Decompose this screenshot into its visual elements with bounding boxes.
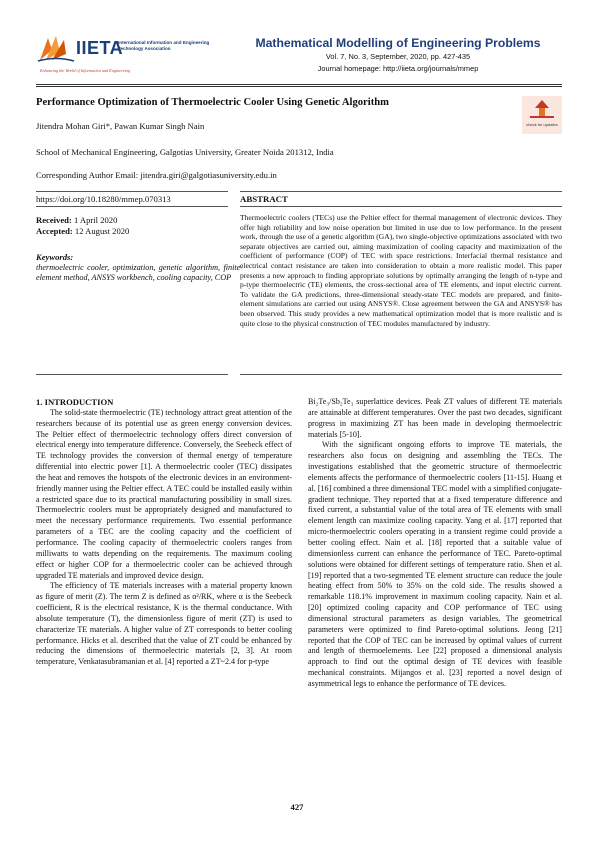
- received-label: Received:: [36, 215, 72, 225]
- author-list: Jitendra Mohan Giri*, Pawan Kumar Singh Nain: [36, 121, 205, 131]
- crossmark-icon: [522, 96, 562, 134]
- paragraph: The solid-state thermoelectric (TE) technology attract great attention of the researchers because of its potential use as green energy conversion devices. The Peltier effect of thermoelectric technology offers direct conversion of electrical energy into temperature difference. Conversely, the Seebeck effect of TE technology provides the conversion of thermal energy of temperature differential into electric power [1]. A thermoelectric cooler (TEC) dissipates the heat and removes the hotspots of the electronic devices in an environment-friendly manner using the Peltier effect. A TEC could be installed easily within a restricted space due to its practical manufacturing possibility in small sizes. Thermoelectric coolers must be appropriately designed and manufactured to meet the necessary performance requirements. Two essential performance parameters of a TEC are the cooling capacity and the coefficient of performance. The cooling capacity of thermoelectric coolers ranges from milliwatts to watts depending on the requirements. The maximum cooling effect or higher COP for a thermoelectric cooler can be achieved through upgraded TE materials and improved device design.: [36, 407, 292, 580]
- accepted-label: Accepted:: [36, 226, 73, 236]
- publisher-name: IIETA: [76, 38, 124, 58]
- journal-homepage-link[interactable]: Journal homepage: http://iieta.org/journals/mmep: [317, 64, 479, 73]
- divider: [240, 191, 562, 192]
- keywords-list: thermoelectric cooler, optimization, genetic algorithm, finite-element method, ANSYS workbench, cooling capacity, COP: [36, 263, 243, 282]
- divider: [36, 206, 228, 207]
- affiliation: School of Mechanical Engineering, Galgotias University, Greater Noida 201312, India: [36, 147, 334, 157]
- divider: [36, 191, 228, 192]
- corresponding-author-email[interactable]: Corresponding Author Email: jitendra.giri@galgotiasuniversity.edu.in: [36, 170, 277, 180]
- badge-text: check for updates: [526, 122, 558, 127]
- check-for-updates-badge[interactable]: [522, 96, 562, 134]
- header-divider: [36, 84, 562, 85]
- divider: [240, 206, 562, 207]
- accepted-date: 12 August 2020: [74, 226, 130, 236]
- body-right-column: [308, 397, 562, 690]
- publisher-tagline: Enhancing the World of Information and Engineering: [40, 68, 130, 73]
- paragraph: With the significant ongoing efforts to improve TE materials, the researchers also focus on designing and assembling the TECs. The investigations established that the geometric structure of thermoelectric elements affects the performance of thermoelectric coolers [11-15]. Huang et al. [16] combined a three dimensional TEC model with a simplified conjugate-gradient technique. They reported that at a fixed temperature difference and fixed current, a substantial value of the total area of TE elements with small element length can maximize cooling capacity. Yang et al. [17] reported that micro-thermoelectric coolers operating in a transient regime could provide a better cooling effect. Nain et al. [18] reported that a suitable value of dimensionless current can enhance the performance of TEC. Pareto-optimal solutions were obtained for different settings of temperature ratio. Shen et al. [19] reported that a two-segmented TE element structure can reduce the joule heating effect from 50% to 35% on the cold side. The results showed a remarkable 118.1% improvement in maximum cooling capacity. Nain et al. [20] optimized cooling capacity and COP performance of TEC using dimensional structural parameters as design variables. The geometrical parameters were optimized to find Pareto-optimal solutions. Jeong [21] reported that the COP of TEC can be increased by optimal values of current and length of thermoelements. Lee [22] proposed a dimensional analysis approach to find out the optimal design of TE devices with feasible mechanical constraints. Mijangos et al. [23] reported a novel design of asymmetrical legs to enhance the performance of TE devices.: [308, 440, 562, 688]
- abstract-heading: ABSTRACT: [240, 194, 288, 204]
- publisher-logo: [36, 30, 210, 80]
- abstract-text: Thermoelectric coolers (TECs) use the Peltier effect for thermal management of electronic devices. They offer high reliability and low noise operation but limited in use due to low performance. In the present work, through the use of a genetic algorithm (GA), two single-objective optimizations associated with two separate objectives are carried out, aiming maximization of cooling capacity and maximization of the coefficient of performance (COP) of TEC with space restrictions. Interfacial thermal resistance and electrical contact resistance are taken into consideration to obtain a more realistic model. This paper presents a new approach to finding appropriate solutions by optimally arranging the length of n-type and p-type thermoelectric (TE) elements, the cross-sectional area of TE elements, and input electric current. To validate the GA predictions, three-dimensional steady-state TEC models are prepared, and finite-element simulations are carried out using ANSYS®. Close agreement between the GA and ANSYS® has been observed. This study provides a new mathematical optimization model that is more realistic and is quite close to the physical construction of TEC modules manufactured by industry.: [240, 213, 562, 328]
- paper-title: Performance Optimization of Thermoelectric Cooler Using Genetic Algorithm: [36, 97, 389, 108]
- divider: [36, 374, 228, 375]
- received-date: 1 April 2020: [73, 215, 118, 225]
- journal-title: Mathematical Modelling of Engineering Problems: [255, 36, 541, 50]
- body-left-column: [36, 397, 292, 668]
- section-heading: 1. INTRODUCTION: [36, 397, 114, 407]
- article-dates: [36, 215, 129, 237]
- page-number: 427: [290, 802, 304, 812]
- iieta-logo-icon: [36, 34, 76, 64]
- publisher-full-name: International Information and Engineering Technology Association: [118, 40, 210, 51]
- doi-link[interactable]: https://doi.org/10.18280/mmep.070313: [36, 194, 171, 204]
- paragraph: The efficiency of TE materials increases with a material property known as figure of merit (Z). The term Z is defined as α²/RK, where α is the Seebeck coefficient, R is the electrical resistance, K is the thermal conductance. With absolute temperature (T), the dimensionless figure of merit (ZT) is used to characterize TE materials. A higher value of ZT corresponds to better cooling performance. Hicks et al. described that the value of ZT could be enhanced by reducing the dimensions of thermoelectric materials [2, 3]. At room temperature, Venkatasubramanian et al. [4] reported a ZT~2.4 for p-type: [36, 581, 292, 667]
- keywords-heading: Keywords:: [36, 252, 74, 262]
- header-divider-2: [36, 86, 562, 87]
- journal-volume: Vol. 7, No. 3, September, 2020, pp. 427-435: [325, 52, 471, 61]
- divider: [240, 374, 562, 375]
- paragraph: Bi₂Te₃/Sb₂Te₃ superlattice devices. Peak ZT values of different TE materials are attainable at different temperatures. Over the past two decades, significant progress in maximizing ZT has been made in developing thermoelectric materials [5-10].: [308, 397, 562, 439]
